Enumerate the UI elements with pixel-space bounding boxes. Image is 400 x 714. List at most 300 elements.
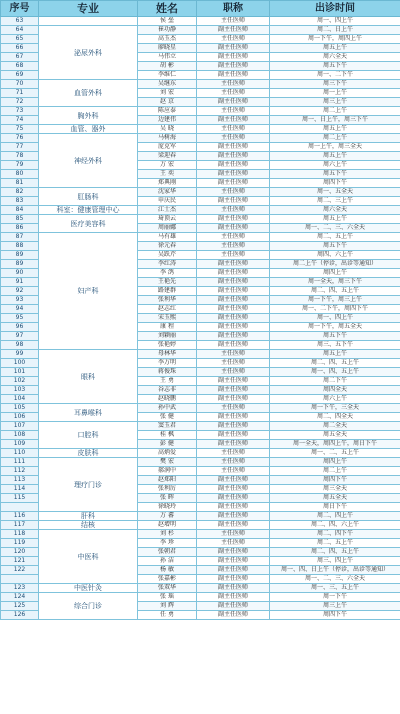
doctor-title: 主任医师 xyxy=(197,35,270,44)
department-cell: 肝科 xyxy=(39,512,138,521)
clinic-hours: 周二下午 xyxy=(270,377,400,386)
doctor-title: 主任医师 xyxy=(197,539,270,548)
row-number: 83 xyxy=(1,197,39,206)
clinic-hours: 周二、四下午 xyxy=(270,530,400,539)
row-number: 74 xyxy=(1,116,39,125)
row-number: 76 xyxy=(1,134,39,143)
doctor-name: 张艳婷 xyxy=(138,341,197,350)
row-number: 105 xyxy=(1,404,39,413)
doctor-name: 郑典刚 xyxy=(138,179,197,188)
row-number: 108 xyxy=(1,431,39,440)
doctor-name: 梁迎春 xyxy=(138,152,197,161)
row-number: 85 xyxy=(1,215,39,224)
doctor-name: 赵增明 xyxy=(138,521,197,530)
table-row xyxy=(1,404,400,413)
row-number: 88 xyxy=(1,242,39,251)
clinic-hours: 周一、日上午，周三下午 xyxy=(270,116,400,125)
clinic-hours: 周一全天，周四上午，周日下午 xyxy=(270,440,400,449)
doctor-name: 樊 宏 xyxy=(138,458,197,467)
clinic-hours: 周一、三、五上午 xyxy=(270,584,400,593)
doctor-title: 副主任医师 xyxy=(197,161,270,170)
doctor-title: 副主任医师 xyxy=(197,341,270,350)
row-number: 72 xyxy=(1,98,39,107)
department-cell: 泌尿外科 xyxy=(39,26,138,80)
doctor-name: 马伟立 xyxy=(138,53,197,62)
clinic-hours: 周五全天 xyxy=(270,494,400,503)
row-number: 80 xyxy=(1,170,39,179)
doctor-name: 李 珍 xyxy=(138,539,197,548)
table-row xyxy=(1,17,400,26)
clinic-hours: 周六上午 xyxy=(270,161,400,170)
clinic-hours: 周一、四上午 xyxy=(270,314,400,323)
row-number: 84 xyxy=(1,206,39,215)
department-cell xyxy=(39,17,138,26)
doctor-name: 王艳先 xyxy=(138,278,197,287)
doctor-name: 刘 宏 xyxy=(138,89,197,98)
doctor-name: 侯 垒 xyxy=(138,17,197,26)
clinic-hours: 周四上午 xyxy=(270,269,400,278)
row-number: 94 xyxy=(1,305,39,314)
clinic-hours: 周二、五上午 xyxy=(270,233,400,242)
clinic-hours: 周三全天 xyxy=(270,485,400,494)
row-number: 66 xyxy=(1,44,39,53)
clinic-hours: 周二上午 xyxy=(270,467,400,476)
department-cell: 综合门诊 xyxy=(39,593,138,620)
row-number: 106 xyxy=(1,413,39,422)
clinic-hours: 周一、四、五上午 xyxy=(270,368,400,377)
doctor-name: 万 蕃 xyxy=(138,512,197,521)
row-number: 91 xyxy=(1,278,39,287)
doctor-name: 李 鸽 xyxy=(138,269,197,278)
clinic-hours: 周五上午 xyxy=(270,44,400,53)
doctor-title: 副主任医师 xyxy=(197,575,270,584)
clinic-hours: 周五下午 xyxy=(270,62,400,71)
clinic-hours: 周五上午 xyxy=(270,125,400,134)
row-number: 79 xyxy=(1,161,39,170)
department-cell: 眼科 xyxy=(39,350,138,404)
row-number: 89 xyxy=(1,251,39,260)
doctor-title: 主任医师 xyxy=(197,125,270,134)
doctor-title: 副主任医师 xyxy=(197,566,270,575)
doctor-name: 李红涛 xyxy=(138,260,197,269)
row-number: 123 xyxy=(1,584,39,593)
row-number: 92 xyxy=(1,287,39,296)
row-number: 124 xyxy=(1,593,39,602)
doctor-title: 副主任医师 xyxy=(197,287,270,296)
doctor-name: 江士杰 xyxy=(138,206,197,215)
clinic-hours: 周六全天 xyxy=(270,206,400,215)
table-row xyxy=(1,206,400,215)
table-row xyxy=(1,215,400,224)
department-cell: 肛肠科 xyxy=(39,188,138,206)
department-cell: 妇产科 xyxy=(39,233,138,350)
doctor-name: 赵 京 xyxy=(138,98,197,107)
doctor-name: 张 晖 xyxy=(138,494,197,503)
row-number: 67 xyxy=(1,53,39,62)
doctor-name: 谷志非 xyxy=(138,386,197,395)
doctor-title: 副主任医师 xyxy=(197,431,270,440)
row-number: 99 xyxy=(1,350,39,359)
doctor-title: 主任医师 xyxy=(197,107,270,116)
doctor-title: 副主任医师 xyxy=(197,413,270,422)
department-cell: 血管外科 xyxy=(39,80,138,107)
row-number: 95 xyxy=(1,314,39,323)
row-number: 104 xyxy=(1,395,39,404)
doctor-name: 路建群 xyxy=(138,287,197,296)
doctor-title: 副主任医师 xyxy=(197,395,270,404)
row-number: 69 xyxy=(1,71,39,80)
row-number: 101 xyxy=(1,368,39,377)
doctor-title: 副主任医师 xyxy=(197,332,270,341)
row-number: 98 xyxy=(1,341,39,350)
department-cell: 神经外科 xyxy=(39,134,138,188)
table-row xyxy=(1,107,400,116)
doctor-name: 吴跃芹 xyxy=(138,251,197,260)
doctor-title: 副主任医师 xyxy=(197,152,270,161)
doctor-title: 副主任医师 xyxy=(197,512,270,521)
doctor-title: 副主任医师 xyxy=(197,116,270,125)
doctor-title: 主任医师 xyxy=(197,80,270,89)
doctor-name: 廖晓星 xyxy=(138,44,197,53)
doctor-name: 琦顶云 xyxy=(138,215,197,224)
doctor-name: 康 程 xyxy=(138,323,197,332)
table-row xyxy=(1,134,400,143)
doctor-title: 主任医师 xyxy=(197,458,270,467)
doctor-name: 吴 晓 xyxy=(138,125,197,134)
doctor-name: 杨 敏 xyxy=(138,566,197,575)
doctor-title: 副主任医师 xyxy=(197,296,270,305)
clinic-hours: 周五下午 xyxy=(270,170,400,179)
clinic-hours: 周二、三上午 xyxy=(270,197,400,206)
clinic-hours: 周六上午 xyxy=(270,395,400,404)
clinic-hours: 周四、六上午 xyxy=(270,251,400,260)
row-number: 117 xyxy=(1,521,39,530)
doctor-name: 母林华 xyxy=(138,350,197,359)
department-cell: 理疗门诊 xyxy=(39,458,138,512)
department-cell: 皮肤科 xyxy=(39,449,138,458)
doctor-title: 副主任医师 xyxy=(197,260,270,269)
clinic-hours: 周四下午 xyxy=(270,611,400,620)
doctor-title: 主任医师 xyxy=(197,359,270,368)
doctor-title: 主任医师 xyxy=(197,134,270,143)
doctor-name: 徐元春 xyxy=(138,242,197,251)
row-number: 81 xyxy=(1,179,39,188)
row-number: 73 xyxy=(1,107,39,116)
schedule-body xyxy=(1,17,400,620)
clinic-hours: 周二上午 xyxy=(270,134,400,143)
clinic-hours: 周三上午 xyxy=(270,602,400,611)
table-row xyxy=(1,449,400,458)
doctor-title: 主任医师 xyxy=(197,17,270,26)
row-number: 100 xyxy=(1,359,39,368)
row-number: 113 xyxy=(1,476,39,485)
table-row xyxy=(1,188,400,197)
doctor-name: 边建伟 xyxy=(138,116,197,125)
row-number: 97 xyxy=(1,332,39,341)
header-schedule: 出诊时间 xyxy=(270,1,400,17)
row-number: 71 xyxy=(1,89,39,98)
row-number: 119 xyxy=(1,539,39,548)
doctor-name: 窦玉君 xyxy=(138,422,197,431)
doctor-title: 副主任医师 xyxy=(197,503,270,512)
doctor-title: 副主任医师 xyxy=(197,278,270,287)
doctor-title: 主任医师 xyxy=(197,467,270,476)
row-number: 112 xyxy=(1,467,39,476)
doctor-name: 赵志红 xyxy=(138,305,197,314)
doctor-name: 李万明 xyxy=(138,359,197,368)
doctor-title: 副主任医师 xyxy=(197,485,270,494)
doctor-name: 桂 枫 xyxy=(138,431,197,440)
doctor-title: 副主任医师 xyxy=(197,62,270,71)
table-row xyxy=(1,512,400,521)
doctor-name: 王 勇 xyxy=(138,377,197,386)
clinic-hours: 周一、二下午 xyxy=(270,71,400,80)
row-number: 65 xyxy=(1,35,39,44)
doctor-title: 主任医师 xyxy=(197,530,270,539)
clinic-hours: 周三、五下午 xyxy=(270,341,400,350)
header-number: 序号 xyxy=(1,1,39,17)
doctor-title: 副主任医师 xyxy=(197,170,270,179)
doctor-title: 副主任医师 xyxy=(197,476,270,485)
clinic-hours: 周二、五上午 xyxy=(270,539,400,548)
table-row xyxy=(1,584,400,593)
doctor-name: 刘颖丽 xyxy=(138,332,197,341)
doctor-name: 赵郑阳 xyxy=(138,476,197,485)
department-cell: 中医科 xyxy=(39,530,138,584)
clinic-hours: 周五下午 xyxy=(270,332,400,341)
doctor-title: 副主任医师 xyxy=(197,386,270,395)
doctor-title: 副主任医师 xyxy=(197,197,270,206)
clinic-hours: 周六全天 xyxy=(270,53,400,62)
row-number: 78 xyxy=(1,152,39,161)
row-number: 111 xyxy=(1,458,39,467)
row-number: 118 xyxy=(1,530,39,539)
doctor-name: 孙中武 xyxy=(138,404,197,413)
doctor-title: 副主任医师 xyxy=(197,215,270,224)
doctor-name: 周丽娜 xyxy=(138,224,197,233)
row-number xyxy=(1,575,39,584)
clinic-hours: 周一下午，周四上午 xyxy=(270,35,400,44)
doctor-title: 副主任医师 xyxy=(197,224,270,233)
doctor-title: 副主任医师 xyxy=(197,71,270,80)
row-number: 64 xyxy=(1,26,39,35)
doctor-name: 孙 洁 xyxy=(138,557,197,566)
doctor-name: 任 勇 xyxy=(138,611,197,620)
doctor-title: 副主任医师 xyxy=(197,305,270,314)
doctor-title: 副主任医师 xyxy=(197,44,270,53)
table-row xyxy=(1,26,400,35)
department-cell: 胸外科 xyxy=(39,107,138,125)
clinic-hours: 周五上午 xyxy=(270,215,400,224)
doctor-title: 副主任医师 xyxy=(197,314,270,323)
row-number: 107 xyxy=(1,422,39,431)
doctor-name: 蒋俊珠 xyxy=(138,368,197,377)
row-number: 63 xyxy=(1,17,39,26)
doctor-name: 张利华 xyxy=(138,296,197,305)
doctor-name: 马有雄 xyxy=(138,233,197,242)
doctor-name: 彭 健 xyxy=(138,440,197,449)
doctor-title: 主任医师 xyxy=(197,188,270,197)
clinic-hours: 周一全天，周三下午 xyxy=(270,278,400,287)
clinic-hours: 周一下午，周三上午 xyxy=(270,296,400,305)
doctor-title: 主任医师 xyxy=(197,251,270,260)
doctor-name: 张嘉彬 xyxy=(138,575,197,584)
row-number: 86 xyxy=(1,224,39,233)
doctor-title: 副主任医师 xyxy=(197,440,270,449)
doctor-name: 万 宏 xyxy=(138,161,197,170)
clinic-hours: 周二、四、五上午 xyxy=(270,359,400,368)
row-number: 115 xyxy=(1,494,39,503)
doctor-title: 副主任医师 xyxy=(197,611,270,620)
doctor-title: 主任医师 xyxy=(197,89,270,98)
doctor-name: 崔功静 xyxy=(138,26,197,35)
doctor-title: 副主任医师 xyxy=(197,323,270,332)
department-cell: 中医针灸 xyxy=(39,584,138,593)
doctor-name: 沈家华 xyxy=(138,188,197,197)
table-row xyxy=(1,233,400,242)
doctor-name: 宋玉熙 xyxy=(138,314,197,323)
doctor-title: 副主任医师 xyxy=(197,584,270,593)
doctor-name: 张 瑶 xyxy=(138,593,197,602)
doctor-name: 郝润中 xyxy=(138,467,197,476)
doctor-name: 张朝君 xyxy=(138,548,197,557)
row-number: 90 xyxy=(1,269,39,278)
doctor-title: 副主任医师 xyxy=(197,557,270,566)
clinic-hours: 周二、四、六上午 xyxy=(270,521,400,530)
table-row xyxy=(1,80,400,89)
clinic-hours: 周五下午 xyxy=(270,242,400,251)
department-cell: 医疗美容科 xyxy=(39,215,138,233)
clinic-hours: 周一、四、日上午（停诊，出诊等通知） xyxy=(270,566,400,575)
doctor-title: 副主任医师 xyxy=(197,377,270,386)
doctor-name: 马树海 xyxy=(138,134,197,143)
row-number: 126 xyxy=(1,611,39,620)
doctor-title: 副主任医师 xyxy=(197,98,270,107)
doctor-name: 徐晓玲 xyxy=(138,503,197,512)
clinic-hours: 周二、日上午 xyxy=(270,26,400,35)
clinic-hours: 周一、五全天 xyxy=(270,188,400,197)
doctor-title: 主任医师 xyxy=(197,404,270,413)
doctor-name: 王 奕 xyxy=(138,170,197,179)
doctor-title: 副主任医师 xyxy=(197,521,270,530)
doctor-title: 主任医师 xyxy=(197,233,270,242)
doctor-name: 陈应泰 xyxy=(138,107,197,116)
row-number: 75 xyxy=(1,125,39,134)
clinic-hours: 周一下午，周五全天 xyxy=(270,323,400,332)
clinic-hours: 周五上午 xyxy=(270,152,400,161)
header-row xyxy=(1,1,400,17)
row-number: 114 xyxy=(1,485,39,494)
doctor-name: 张双华 xyxy=(138,584,197,593)
table-row xyxy=(1,350,400,359)
clinic-hours: 周二、四上午 xyxy=(270,512,400,521)
clinic-hours: 周二、四、五上午 xyxy=(270,548,400,557)
row-number: 96 xyxy=(1,323,39,332)
clinic-hours: 周日下午 xyxy=(270,503,400,512)
row-number: 120 xyxy=(1,548,39,557)
department-cell: 口腔科 xyxy=(39,422,138,449)
table-row xyxy=(1,422,400,431)
clinic-hours: 周一、二、三、六全天 xyxy=(270,575,400,584)
row-number: 102 xyxy=(1,377,39,386)
doctor-name: 刘 辉 xyxy=(138,602,197,611)
doctor-name: 高玉杰 xyxy=(138,35,197,44)
clinic-hours: 周二、四全天 xyxy=(270,413,400,422)
clinic-hours: 周二全天 xyxy=(270,422,400,431)
clinic-hours: 周一、二、五上午 xyxy=(270,449,400,458)
table-row xyxy=(1,530,400,539)
clinic-hours: 周五上午 xyxy=(270,350,400,359)
row-number: 109 xyxy=(1,440,39,449)
doctor-title: 副主任医师 xyxy=(197,422,270,431)
doctor-title: 副主任医师 xyxy=(197,179,270,188)
doctor-name: 高炳爱 xyxy=(138,449,197,458)
doctor-name: 申庆民 xyxy=(138,197,197,206)
doctor-title: 主任医师 xyxy=(197,350,270,359)
header-title: 职称 xyxy=(197,1,270,17)
clinic-hours: 周二上午 xyxy=(270,107,400,116)
doctor-name: 庞克军 xyxy=(138,143,197,152)
clinic-hours: 周一上午 xyxy=(270,89,400,98)
doctor-title: 主任医师 xyxy=(197,449,270,458)
doctor-title: 主任医师 xyxy=(197,368,270,377)
clinic-hours: 周五全天 xyxy=(270,431,400,440)
row-number: 103 xyxy=(1,386,39,395)
doctor-title: 主任医师 xyxy=(197,242,270,251)
doctor-name: 赵晓鹏 xyxy=(138,395,197,404)
clinic-hours: 周四全天 xyxy=(270,386,400,395)
table-row xyxy=(1,458,400,467)
doctor-title: 主任医师 xyxy=(197,206,270,215)
clinic-hours: 周四下午 xyxy=(270,179,400,188)
clinic-hours: 周三上午 xyxy=(270,98,400,107)
row-number: 122 xyxy=(1,566,39,575)
clinic-hours: 周四上午 xyxy=(270,458,400,467)
doctor-title: 副主任医师 xyxy=(197,494,270,503)
doctor-title: 副主任医师 xyxy=(197,548,270,557)
clinic-hours: 周二上午（停诊，出诊等通知） xyxy=(270,260,400,269)
table-row xyxy=(1,125,400,134)
header-name: 姓名 xyxy=(138,1,197,17)
row-number: 87 xyxy=(1,233,39,242)
row-number: 121 xyxy=(1,557,39,566)
row-number: 93 xyxy=(1,296,39,305)
doctor-title: 副主任医师 xyxy=(197,602,270,611)
doctor-name: 吴继东 xyxy=(138,80,197,89)
doctor-title: 副主任医师 xyxy=(197,53,270,62)
clinic-hours: 周四下午 xyxy=(270,476,400,485)
row-number xyxy=(1,503,39,512)
table-row xyxy=(1,521,400,530)
clinic-hours: 周一下午，三全天 xyxy=(270,404,400,413)
row-number: 110 xyxy=(1,449,39,458)
doctor-name: 胡 彬 xyxy=(138,62,197,71)
doctor-title: 副主任医师 xyxy=(197,26,270,35)
department-cell: 科室：健康管理中心 xyxy=(39,206,138,215)
doctor-title: 副主任医师 xyxy=(197,269,270,278)
clinic-hours: 周三、四上午 xyxy=(270,557,400,566)
header-department: 专业 xyxy=(39,1,138,17)
row-number: 116 xyxy=(1,512,39,521)
clinic-hours: 周一、二、三、六全天 xyxy=(270,224,400,233)
department-cell: 耳鼻喉科 xyxy=(39,404,138,422)
clinic-hours: 周一、四上午 xyxy=(270,17,400,26)
doctor-title: 副主任医师 xyxy=(197,143,270,152)
row-number: 82 xyxy=(1,188,39,197)
row-number: 77 xyxy=(1,143,39,152)
table-row xyxy=(1,593,400,602)
doctor-title: 副主任医师 xyxy=(197,593,270,602)
